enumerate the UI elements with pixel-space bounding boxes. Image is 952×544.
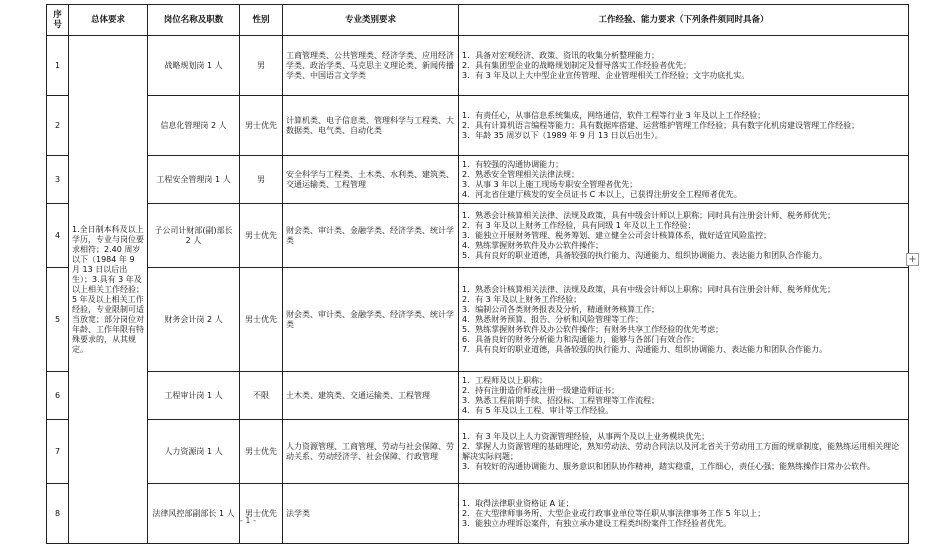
table-row — [47, 484, 909, 544]
requirement-line: 2．具有集团型企业的战略规划制定及督导落实工作经验者优先； — [462, 60, 692, 70]
position-cell: 法律风控部副部长 1 人 — [148, 484, 240, 544]
gender-cell: 男 — [240, 36, 283, 96]
requirement-line: 2．有 3 年及以上财务工作经验，具有同级 1 年及以上工作经验； — [462, 220, 696, 230]
table-expand-handle[interactable]: + — [906, 253, 919, 266]
requirement-line: 3．年龄 35 周岁以下（1989 年 9 月 13 日以后出生）。 — [462, 130, 663, 140]
row-number: 3 — [47, 156, 69, 204]
row-number: 2 — [47, 96, 69, 156]
header-position: 岗位名称及职数 — [148, 5, 240, 36]
requirement-line: 1．取得法律职业资格证 A 证； — [462, 498, 574, 508]
row-number: 5 — [47, 268, 69, 372]
position-cell: 工程审计岗 1 人 — [148, 372, 240, 420]
requirement-line: 4．河北省住建厅核发的安全员证书 C 本以上，已获得注册安全工程师者优先。 — [462, 189, 742, 199]
requirement-line: 5．熟练掌握财务软件及办公软件操作；有财务共享工作经验的优先考虑； — [462, 324, 724, 334]
requirement-line: 5．具有良好的职业道德，具备较强的执行能力、沟通能力、组织协调能力、表达能力和团队合作能力。 — [462, 250, 828, 260]
requirement-line: 1．具备对宏观经济、政策、资讯的收集分析整理能力； — [462, 50, 660, 60]
requirement-line: 6．具备良好的财务分析能力和沟通能力，能够与各部门有效合作； — [462, 334, 700, 344]
gender-cell: 男士优先 — [240, 204, 283, 268]
row-number: 1 — [47, 36, 69, 96]
experience-cell — [459, 372, 909, 420]
requirement-line: 4．熟悉财务预算、报告、分析和风险管理等工作； — [462, 314, 644, 324]
position-cell: 人力资源岗 1 人 — [148, 420, 240, 484]
table-row — [47, 268, 909, 372]
table-row — [47, 372, 909, 420]
experience-cell — [459, 420, 909, 484]
requirement-line: 3．有较好的沟通协调能力、服务意识和团队协作精神，踏实稳重，工作细心，责任心强；能熟练操作日常办公软件。 — [462, 461, 876, 471]
general-requirement-cell: 1.全日制本科及以上学历，专业与岗位要求相符；2.40 周岁以下（1984 年 9 月 13 日以后出生）；3.具有 3 年及以上相关工作经验；5 年及以上相关工作经验，专业限制可适当放宽；部分岗位对年龄、工作年限有特殊要求的，从其规定。 — [69, 36, 148, 544]
position-cell: 财务会计岗 2 人 — [148, 268, 240, 372]
major-cell: 财会类、审计类、金融学类、经济学类、统计学类 — [283, 204, 459, 268]
page-number: - 1 - — [240, 516, 256, 525]
major-cell: 人力资源管理、工商管理、劳动与社会保障、劳动关系、劳动经济学、社会保障、行政管理 — [283, 420, 459, 484]
gender-cell: 不限 — [240, 372, 283, 420]
row-number: 6 — [47, 372, 69, 420]
experience-cell — [459, 36, 909, 96]
header-major: 专业类别要求 — [283, 5, 459, 36]
requirement-line: 2．具有计算机语言编程等能力；具有数据库搭建、运营维护管理工作经验；具有数字化机房建设管理工作经验； — [462, 120, 860, 130]
gender-cell: 男士优先 — [240, 484, 283, 544]
header-no: 序号 — [47, 5, 69, 36]
requirement-line: 2．持有注册造价师或注册一级建造师证书； — [462, 385, 620, 395]
requirement-line: 3．有 3 年及以上大中型企业宣传管理、企业管理相关工作经验；文字功底扎实。 — [462, 70, 750, 80]
position-cell: 子公司计财部(副)部长 2 人 — [148, 204, 240, 268]
requirement-line: 2．有 3 年及以上财务工作经验； — [462, 294, 582, 304]
experience-cell — [459, 268, 909, 372]
requirement-line: 1．熟悉会计核算相关法律、法规及政策，具有中级会计师以上职称；同时具有注册会计师、税务师优先； — [462, 210, 836, 220]
requirement-line: 3．熟悉工程前期手续、招投标、工程管理等工作流程； — [462, 395, 660, 405]
header-general: 总体要求 — [69, 5, 148, 36]
position-cell: 工程安全管理岗 1 人 — [148, 156, 240, 204]
requirement-line: 3．编制公司各类财务报表及分析，精通财务核算工作； — [462, 304, 660, 314]
table-header-row — [47, 5, 909, 36]
experience-cell — [459, 484, 909, 544]
table-row — [47, 36, 909, 96]
major-cell: 财会类、审计类、金融学类、经济学类、统计学类 — [283, 268, 459, 372]
requirement-line: 2．熟悉安全管理相关法律法规； — [462, 169, 580, 179]
requirement-line: 1．有较强的沟通协调能力； — [462, 159, 564, 169]
requirement-line: 1．有责任心，从事信息系统集成，网络通信，软件工程等行业 3 年及以上工作经验； — [462, 110, 766, 120]
table-row — [47, 96, 909, 156]
header-gender: 性别 — [240, 5, 283, 36]
requirement-line: 7．具有良好的职业道德，具备较强的执行能力、沟通能力、组织协调能力、表达能力和团队合作能力。 — [462, 344, 828, 354]
row-number: 7 — [47, 420, 69, 484]
requirement-line: 2．掌握人力资源管理的基础理论，熟知劳动法、劳动合同法以及河北省关于劳动用工方面的规章制度，能熟练运用相关理论解决实际问题； — [462, 441, 900, 461]
major-cell: 安全科学与工程类、土木类、水利类、建筑类、交通运输类、工程管理 — [283, 156, 459, 204]
gender-cell: 男士优先 — [240, 420, 283, 484]
requirement-line: 4．有 5 年及以上工程、审计等工作经验。 — [462, 405, 614, 415]
requirement-line: 3．能独立开展财务管理、税务筹划、建立健全公司会计核算体系，做好适宜风险监控； — [462, 230, 772, 240]
table-body — [47, 36, 909, 544]
experience-cell — [459, 204, 909, 268]
table-row — [47, 420, 909, 484]
requirement-line: 4．熟练掌握财务软件及办公软件操作； — [462, 240, 604, 250]
major-cell: 工商管理类、公共管理类、经济学类、应用经济学类、政治学类、马克思主义理论类、新闻传播学类、中国语言文学类 — [283, 36, 459, 96]
gender-cell: 男 — [240, 156, 283, 204]
table-row — [47, 156, 909, 204]
table-row — [47, 204, 909, 268]
recruitment-table — [46, 4, 909, 544]
experience-cell — [459, 156, 909, 204]
requirement-line: 1．工程师及以上职称； — [462, 375, 548, 385]
position-cell: 信息化管理岗 2 人 — [148, 96, 240, 156]
requirement-line: 3．从事 3 年以上施工现场专职安全管理者优先； — [462, 179, 638, 189]
position-cell: 战略规划岗 1 人 — [148, 36, 240, 96]
row-number: 4 — [47, 204, 69, 268]
gender-cell: 男士优先 — [240, 268, 283, 372]
row-number: 8 — [47, 484, 69, 544]
requirement-line: 2．在大型律师事务所、大型企业或行政事业单位等任职从事法律事务工作 5 年以上； — [462, 508, 766, 518]
requirement-line: 1．有 3 年及以上人力资源管理经验，从事两个及以上业务模块优先； — [462, 431, 710, 441]
major-cell: 计算机类、电子信息类、管理科学与工程类、大数据类、电气类、自动化类 — [283, 96, 459, 156]
header-experience: 工作经验、能力要求（下列条件须同时具备） — [459, 5, 909, 36]
experience-cell — [459, 96, 909, 156]
gender-cell: 男士优先 — [240, 96, 283, 156]
requirement-line: 1．熟悉会计核算相关法律、法规及政策，具有中级会计师以上职称；同时具有注册会计师、税务师优先； — [462, 284, 836, 294]
major-cell: 土木类、建筑类、交通运输类、工程管理 — [283, 372, 459, 420]
requirement-line: 3．能独立办理诉讼案件，有独立承办建设工程类纠纷案件工作经验者优先。 — [462, 518, 732, 528]
major-cell: 法学类 — [283, 484, 459, 544]
